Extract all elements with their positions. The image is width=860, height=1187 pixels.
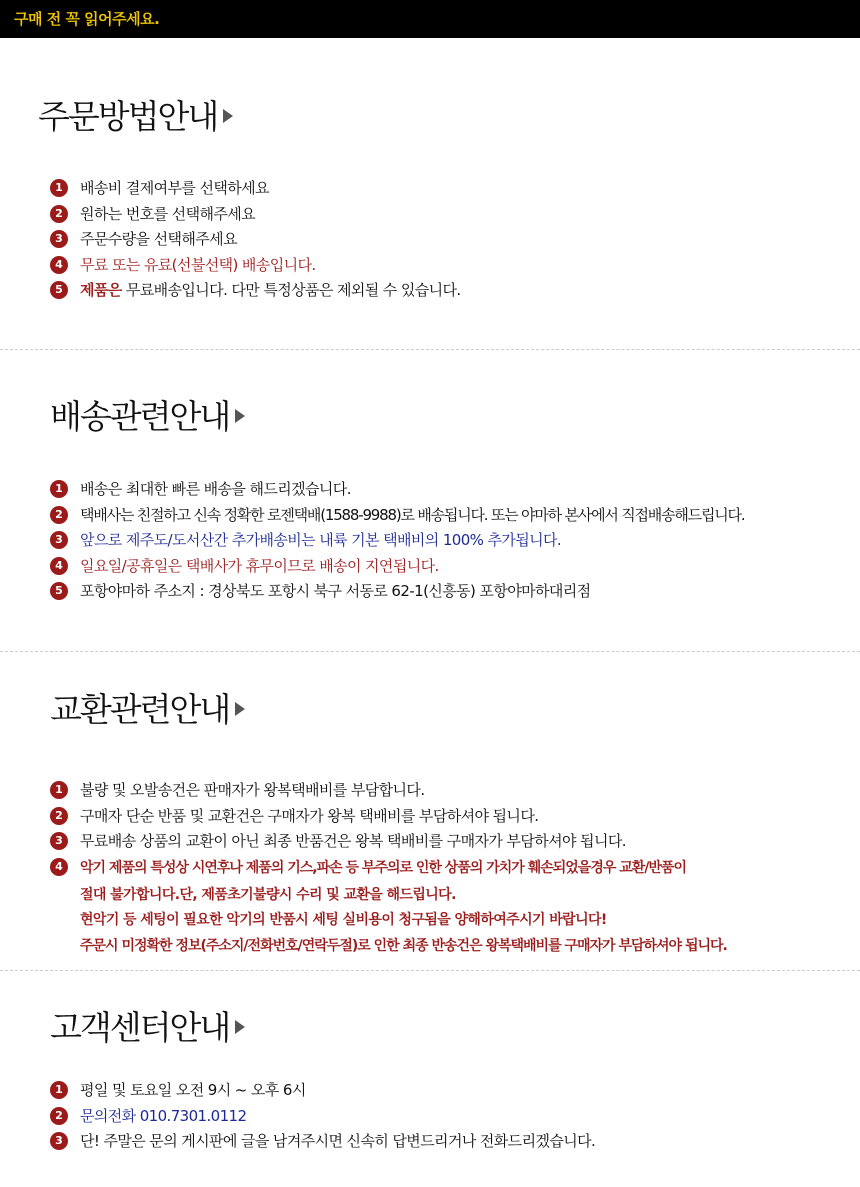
number-badge: 3 bbox=[50, 531, 68, 549]
order-list bbox=[50, 176, 461, 304]
list-item: 4 무료 또는 유료(선불선택) 배송입니다. bbox=[50, 253, 461, 279]
section-divider bbox=[0, 349, 860, 350]
number-badge: 2 bbox=[50, 807, 68, 825]
arrow-right-icon bbox=[235, 409, 245, 423]
exchange-note-line: 현악기 등 세팅이 필요한 악기의 반품시 세팅 실비용이 청구됨을 양해하여주시기 바랍니다! bbox=[80, 912, 607, 928]
number-badge: 1 bbox=[50, 480, 68, 498]
number-badge: 2 bbox=[50, 506, 68, 524]
list-item: 2 택배사는 친절하고 신속 정확한 로젠택배(1588-9988)로 배송됩니다. 또는 야마하 본사에서 직접배송해드립니다. bbox=[50, 503, 744, 529]
number-badge: 2 bbox=[50, 205, 68, 223]
number-badge: 4 bbox=[50, 557, 68, 575]
exchange-list bbox=[50, 778, 686, 880]
number-badge: 1 bbox=[50, 1081, 68, 1099]
number-badge: 4 bbox=[50, 256, 68, 274]
list-item: 3 무료배송 상품의 교환이 아닌 최종 반품건은 왕복 택배비를 구매자가 부담하셔야 됩니다. bbox=[50, 829, 686, 855]
list-item: 4 악기 제품의 특성상 시연후나 제품의 기스,파손 등 부주의로 인한 상품의 가치가 훼손되었을경우 교환/반품이 bbox=[50, 855, 686, 881]
list-item: 1 배송비 결제여부를 선택하세요 bbox=[50, 176, 461, 202]
arrow-right-icon bbox=[235, 1020, 245, 1034]
number-badge: 2 bbox=[50, 1107, 68, 1125]
arrow-right-icon bbox=[223, 109, 233, 123]
exchange-note-line: 절대 불가합니다.단, 제품초기불량시 수리 및 교환을 해드립니다. bbox=[80, 887, 456, 903]
list-item: 5 제품은 무료배송입니다. 다만 특정상품은 제외될 수 있습니다. bbox=[50, 278, 461, 304]
section-divider bbox=[0, 970, 860, 971]
customer-section-title: 고객센터안내 bbox=[50, 1008, 245, 1048]
list-item: 1 평일 및 토요일 오전 9시 ~ 오후 6시 bbox=[50, 1078, 595, 1104]
number-badge: 3 bbox=[50, 832, 68, 850]
top-banner bbox=[0, 0, 860, 38]
number-badge: 3 bbox=[50, 230, 68, 248]
exchange-section-title: 교환관련안내 bbox=[50, 690, 245, 730]
number-badge: 1 bbox=[50, 179, 68, 197]
number-badge: 4 bbox=[50, 858, 68, 876]
list-item: 4 일요일/공휴일은 택배사가 휴무이므로 배송이 지연됩니다. bbox=[50, 554, 744, 580]
section-divider bbox=[0, 651, 860, 652]
order-section-title: 주문방법안내 bbox=[38, 97, 233, 137]
list-item: 2 문의전화 010.7301.0112 bbox=[50, 1104, 595, 1130]
number-badge: 5 bbox=[50, 281, 68, 299]
number-badge: 3 bbox=[50, 1132, 68, 1150]
list-item: 1 불량 및 오발송건은 판매자가 왕복택배비를 부담합니다. bbox=[50, 778, 686, 804]
delivery-list bbox=[50, 477, 744, 605]
customer-list bbox=[50, 1078, 595, 1155]
number-badge: 1 bbox=[50, 781, 68, 799]
delivery-section-title: 배송관련안내 bbox=[50, 397, 245, 437]
number-badge: 5 bbox=[50, 582, 68, 600]
arrow-right-icon bbox=[235, 702, 245, 716]
list-item: 3 앞으로 제주도/도서산간 추가배송비는 내륙 기본 택배비의 100% 추가됩니다. bbox=[50, 528, 744, 554]
list-item: 5 포항야마하 주소지 : 경상북도 포항시 북구 서동로 62-1(신흥동) 포항야마하대리점 bbox=[50, 579, 744, 605]
list-item: 1 배송은 최대한 빠른 배송을 해드리겠습니다. bbox=[50, 477, 744, 503]
banner-title: 구매 전 꼭 읽어주세요. bbox=[14, 10, 160, 28]
exchange-note-line: 주문시 미정확한 정보(주소지/전화번호/연락두절)로 인한 최종 반송건은 왕복택배비를 구매자가 부담하셔야 됩니다. bbox=[80, 938, 727, 954]
list-item: 2 구매자 단순 반품 및 교환건은 구매자가 왕복 택배비를 부담하셔야 됩니다. bbox=[50, 804, 686, 830]
list-item: 3 단! 주말은 문의 게시판에 글을 남겨주시면 신속히 답변드리거나 전화드리겠습니다. bbox=[50, 1129, 595, 1155]
list-item: 2 원하는 번호를 선택해주세요 bbox=[50, 202, 461, 228]
list-item: 3 주문수량을 선택해주세요 bbox=[50, 227, 461, 253]
